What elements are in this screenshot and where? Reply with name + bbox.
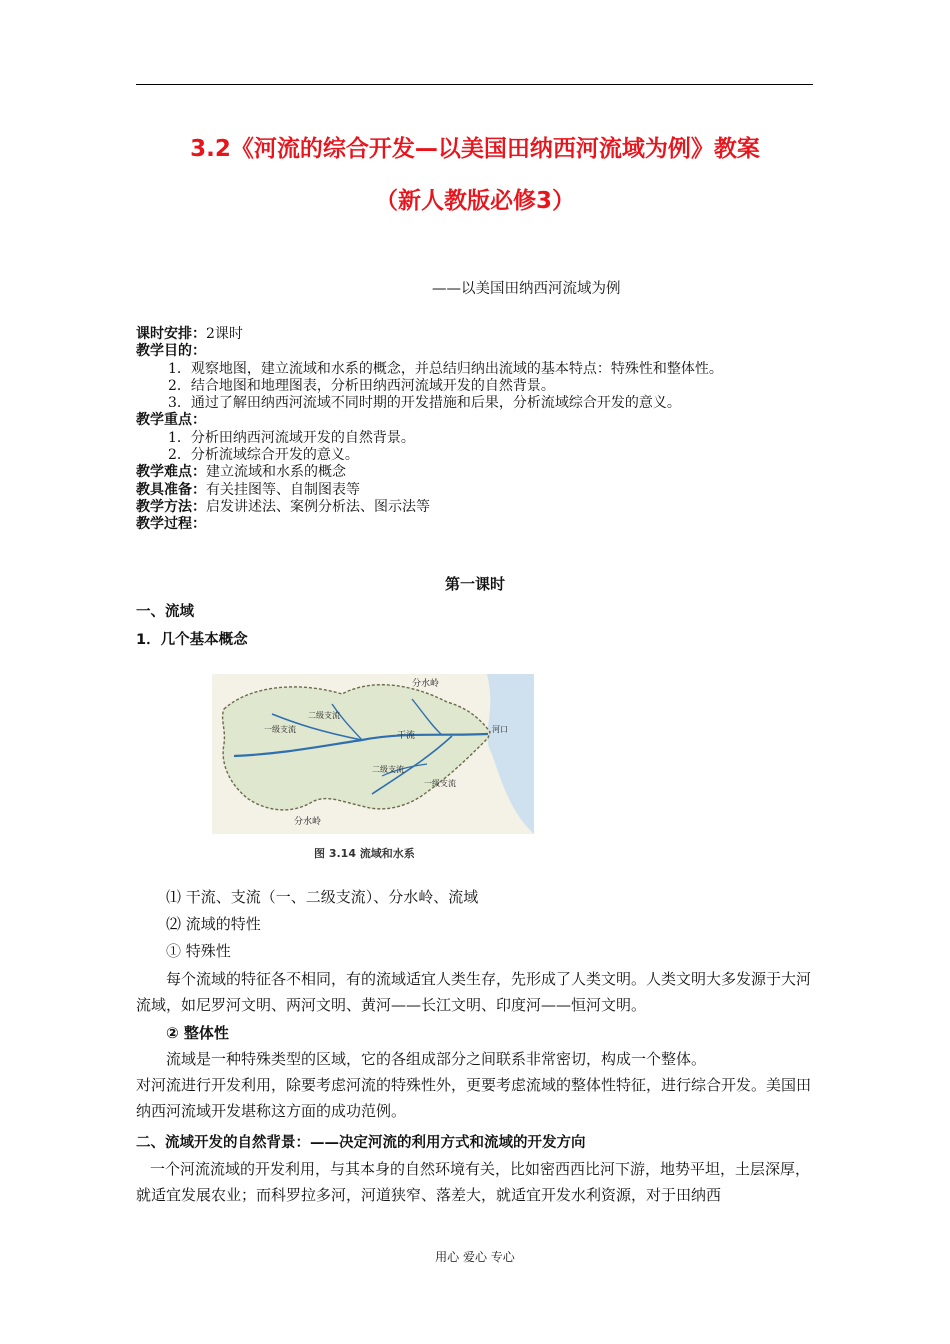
- meta-key-label: 教学重点：: [136, 412, 206, 429]
- concept-item-2: ⑵ 流域的特性: [166, 915, 261, 933]
- subsection-heading-concepts: 1．几个基本概念: [136, 632, 248, 648]
- lesson-meta: [136, 326, 723, 534]
- document-title: 3.2《河流的综合开发—以美国田纳西河流域为例》教案: [190, 136, 760, 162]
- page-footer: 用心 爱心 专心: [435, 1250, 515, 1264]
- concept-item-1: ⑴ 干流、支流（一、二级支流）、分水岭、流域: [166, 888, 479, 906]
- section-heading-basin: 一、流域: [136, 604, 194, 620]
- section-heading-natural-background: 二、流域开发的自然背景：——决定河流的利用方式和流域的开发方向: [136, 1135, 586, 1151]
- label-watershed-top: 分水岭: [412, 679, 440, 689]
- label-primary-tributary: 一级支流: [264, 725, 296, 734]
- label-mouth: 河口: [492, 725, 508, 734]
- goal-item: 3．通过了解田纳西河流域不同时期的开发措施和后果，分析流域综合开发的意义。: [168, 395, 681, 412]
- key-point-item: 1．分析田纳西河流域开发的自然背景。: [168, 429, 415, 446]
- header-rule: [136, 84, 813, 85]
- goal-item: 1．观察地图，建立流域和水系的概念，并总结归纳出流域的基本特点：特殊性和整体性。: [168, 360, 723, 377]
- label-secondary-tributary: 二级支流: [308, 711, 340, 720]
- goal-item: 2．结合地图和地理图表，分析田纳西河流域开发的自然背景。: [168, 377, 555, 394]
- label-secondary-tributary-2: 二级支流: [372, 765, 404, 774]
- meta-schedule: 课时安排：2课时: [136, 326, 243, 342]
- paragraph-integrity-b: 对河流进行开发利用，除要考虑河流的特殊性外，更要考虑流域的整体性特征，进行综合开发。美国田纳西河流域开发堪称这方面的成功范例。: [136, 1076, 812, 1120]
- meta-tools: 教具准备：有关挂图等、自制图表等: [136, 481, 360, 498]
- figure-caption: 图 3.14 流域和水系: [314, 847, 415, 860]
- concept-item-4: ② 整体性: [166, 1024, 229, 1042]
- label-trunk: 干流: [397, 731, 416, 741]
- document-title-edition: （新人教版必修3）: [374, 188, 575, 214]
- river-basin-map: [212, 674, 534, 834]
- meta-process: 教学过程：: [136, 516, 206, 533]
- key-point-item: 2．分析流域综合开发的意义。: [168, 447, 359, 464]
- paragraph-particularity: 每个流域的特征各不相同，有的流域适宜人类生存，先形成了人类文明。人类文明大多发源于大河流域，如尼罗河文明、两河文明、黄河——长江文明、印度河——恒河文明。: [136, 970, 812, 1014]
- label-watershed-bottom: 分水岭: [294, 817, 322, 827]
- meta-methods: 教学方法：启发讲述法、案例分析法、图示法等: [136, 498, 430, 515]
- concept-item-3: ① 特殊性: [166, 942, 231, 960]
- meta-goals-label: 教学目的：: [136, 343, 206, 360]
- lesson-title: 第一课时: [444, 575, 505, 593]
- paragraph-natural-background: 一个河流流域的开发利用，与其本身的自然环境有关，比如密西西比河下游，地势平坦，土层深厚，就适宜发展农业；而科罗拉多河，河道狭窄、落差大，就适宜开发水利资源，对于田纳西: [136, 1160, 811, 1204]
- meta-difficulty: 教学难点：建立流域和水系的概念: [136, 464, 346, 481]
- document-subtitle: ——以美国田纳西河流域为例: [432, 281, 621, 297]
- label-primary-tributary-2: 一级支流: [424, 779, 456, 788]
- paragraph-integrity-a: 流域是一种特殊类型的区域，它的各组成部分之间联系非常密切，构成一个整体。: [166, 1050, 707, 1068]
